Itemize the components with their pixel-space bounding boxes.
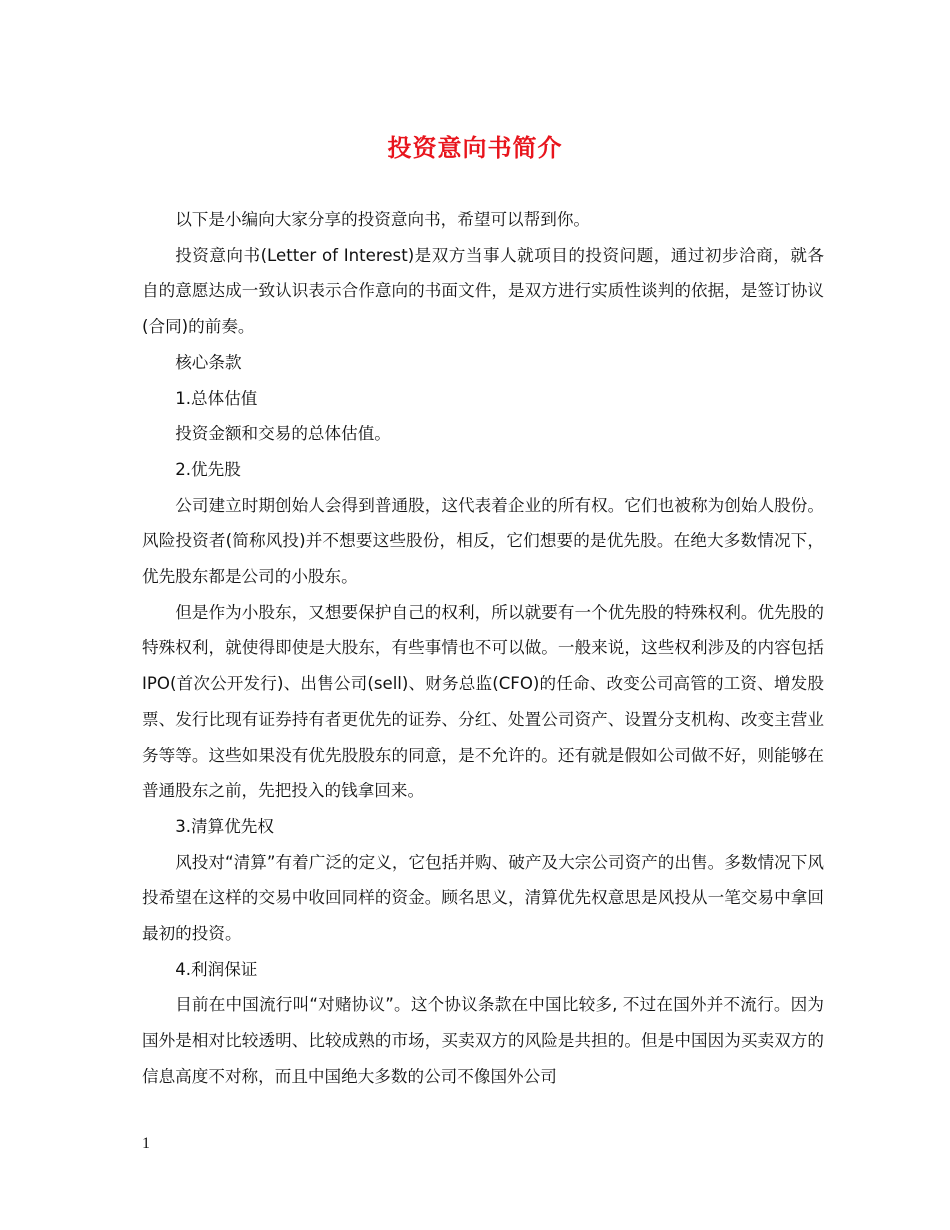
preferred-stock-paragraph-1: 公司建立时期创始人会得到普通股，这代表着企业的所有权。它们也被称为创始人股份。风险投资者(简称风投)并不想要这些股份，相反，它们想要的是优先股。在绝大多数情况下，优先股东都是公司的小股东。 <box>142 495 824 587</box>
document-title: 投资意向书简介 <box>387 134 563 162</box>
subheading-profit-guarantee: 4.利润保证 <box>175 959 258 979</box>
profit-guarantee-paragraph: 目前在中国流行叫“对赌协议”。这个协议条款在中国比较多, 不过在国外并不流行。因为国外是相对比较透明、比较成熟的市场，买卖双方的风险是共担的。但是中国因为买卖双方的信息高度不对称，而且中国绝大多数的公司不像国外公司 <box>142 995 824 1086</box>
subheading-valuation: 1.总体估值 <box>175 388 258 408</box>
subheading-preferred-stock: 2.优先股 <box>175 459 241 479</box>
page-number: 1 <box>142 1135 150 1152</box>
intro-paragraph: 以下是小编向大家分享的投资意向书，希望可以帮到你。 <box>175 210 591 229</box>
preferred-stock-paragraph-2: 但是作为小股东，又想要保护自己的权利，所以就要有一个优先股的特殊权利。优先股的特殊权利，就使得即使是大股东，有些事情也不可以做。一般来说，这些权利涉及的内容包括IPO(首次公开发行)、出售公司(sell)、财务总监(CFO)的任命、改变公司高管的工资、增发股票、发行比现有证券持有者更优先的证券、分红、处置公司资产、设置分支机构、改变主营业务等等。这些如果没有优先股股东的同意，是不允许的。还有就是假如公司做不好，则能够在普通股东之前，先把投入的钱拿回来。 <box>142 602 824 801</box>
section-heading-core-terms: 核心条款 <box>175 352 242 372</box>
liquidation-paragraph: 风投对“清算”有着广泛的定义，它包括并购、破产及大宗公司资产的出售。多数情况下风投希望在这样的交易中收回同样的资金。顾名思义，清算优先权意思是风投从一笔交易中拿回最初的投资。 <box>142 852 824 944</box>
document-body <box>142 202 824 1095</box>
definition-paragraph: 投资意向书(Letter of Interest)是双方当事人就项目的投资问题，通过初步洽商，就各自的意愿达成一致认识表示合作意向的书面文件，是双方进行实质性谈判的依据，是签订协议(合同)的前奏。 <box>142 245 824 337</box>
subheading-liquidation-preference: 3.清算优先权 <box>175 816 274 836</box>
valuation-paragraph: 投资金额和交易的总体估值。 <box>175 424 391 444</box>
